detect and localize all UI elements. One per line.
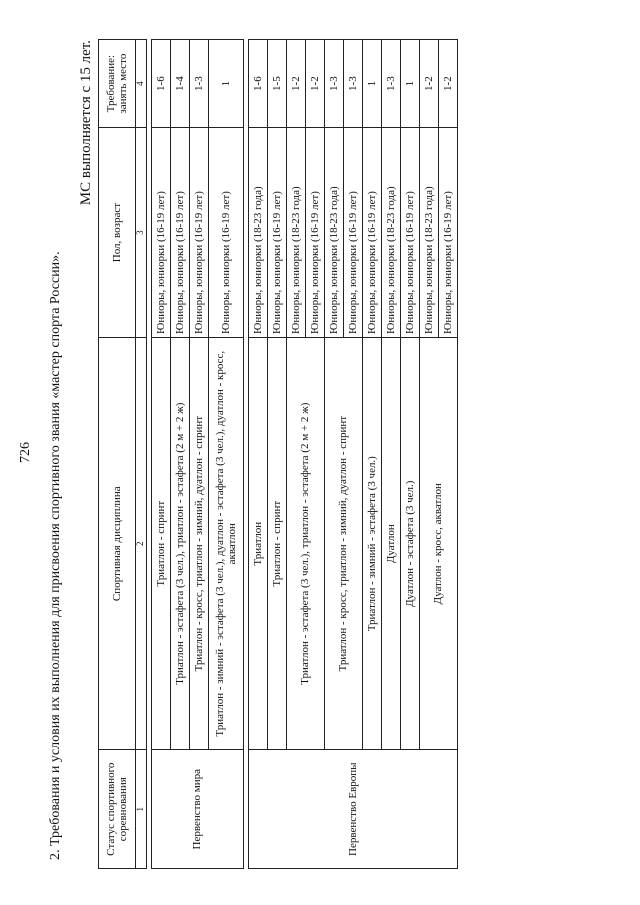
sex-age-cell: Юниоры, юниорки (16-19 лет) xyxy=(189,128,208,338)
discipline-cell: Триатлон - спринт xyxy=(267,337,286,749)
table-row xyxy=(189,40,208,869)
discipline-cell: Триатлон - зимний - эстафета (3 чел.), дуатлон - эстафета (3 чел.), дуатлон - кросс, акватлон xyxy=(208,337,243,749)
page-number: 726 xyxy=(18,442,33,463)
place-cell: 1 xyxy=(208,40,243,128)
table-row xyxy=(381,40,400,869)
table-row xyxy=(170,40,189,869)
discipline-cell: Триатлон - зимний - эстафета (3 чел.) xyxy=(362,337,381,749)
table-row xyxy=(286,40,305,869)
sex-age-cell: Юниоры, юниорки (18-23 года) xyxy=(381,128,400,338)
header-discipline: Спортивная дисциплина xyxy=(99,337,136,749)
place-cell: 1-2 xyxy=(419,40,438,128)
place-cell: 1-4 xyxy=(170,40,189,128)
column-number: 2 xyxy=(136,337,147,749)
requirements-table xyxy=(98,39,458,869)
place-cell: 1-2 xyxy=(286,40,305,128)
place-cell: 1-2 xyxy=(305,40,324,128)
place-cell: 1-3 xyxy=(189,40,208,128)
place-cell: 1 xyxy=(400,40,419,128)
header-status: Статус спортивного соревнования xyxy=(99,750,136,869)
place-cell: 1-6 xyxy=(248,40,267,128)
age-note: МС выполняется с 15 лет. xyxy=(78,40,94,206)
discipline-cell: Триатлон xyxy=(248,337,267,749)
place-cell: 1-6 xyxy=(151,40,170,128)
place-cell: 1-3 xyxy=(343,40,362,128)
discipline-cell: Дуатлон - кросс, акватлон xyxy=(419,337,457,749)
header-place: Требование: занять место xyxy=(99,40,136,128)
table-row xyxy=(324,40,343,869)
table-row xyxy=(208,40,243,869)
sex-age-cell: Юниоры, юниорки (16-19 лет) xyxy=(170,128,189,338)
sex-age-cell: Юниоры, юниорки (16-19 лет) xyxy=(305,128,324,338)
sex-age-cell: Юниоры, юниорки (18-23 года) xyxy=(286,128,305,338)
table-row xyxy=(400,40,419,869)
table-row xyxy=(151,40,170,869)
column-number: 1 xyxy=(136,750,147,869)
discipline-cell: Триатлон - кросс, триатлон - зимний, дуатлон - спринт xyxy=(324,337,362,749)
header-sex-age: Пол, возраст xyxy=(99,128,136,338)
status-cell: Первенство Европы xyxy=(248,750,457,869)
place-cell: 1-3 xyxy=(324,40,343,128)
place-cell: 1-5 xyxy=(267,40,286,128)
table-row xyxy=(248,40,267,869)
discipline-cell: Дуатлон - эстафета (3 чел.) xyxy=(400,337,419,749)
table-row xyxy=(419,40,438,869)
discipline-cell: Триатлон - эстафета (3 чел.), триатлон - эстафета (2 м + 2 ж) xyxy=(286,337,324,749)
sex-age-cell: Юниоры, юниорки (16-19 лет) xyxy=(208,128,243,338)
place-cell: 1-3 xyxy=(381,40,400,128)
sex-age-cell: Юниоры, юниорки (16-19 лет) xyxy=(151,128,170,338)
sex-age-cell: Юниоры, юниорки (16-19 лет) xyxy=(400,128,419,338)
section-heading: 2. Требования и условия их выполнения для присвоения спортивного звания «мастер спорта России». xyxy=(48,251,63,860)
place-cell: 1 xyxy=(362,40,381,128)
sex-age-cell: Юниоры, юниорки (16-19 лет) xyxy=(362,128,381,338)
column-number-row xyxy=(136,40,147,869)
discipline-cell: Триатлон - спринт xyxy=(151,337,170,749)
sex-age-cell: Юниоры, юниорки (18-23 года) xyxy=(248,128,267,338)
sex-age-cell: Юниоры, юниорки (18-23 года) xyxy=(324,128,343,338)
table-header-row xyxy=(99,40,136,869)
discipline-cell: Триатлон - кросс, триатлон - зимний, дуатлон - спринт xyxy=(189,337,208,749)
sex-age-cell: Юниоры, юниорки (16-19 лет) xyxy=(343,128,362,338)
table-row xyxy=(362,40,381,869)
status-cell: Первенство мира xyxy=(151,750,243,869)
column-number: 3 xyxy=(136,128,147,338)
sex-age-cell: Юниоры, юниорки (18-23 года) xyxy=(419,128,438,338)
discipline-cell: Триатлон - эстафета (3 чел.), триатлон - эстафета (2 м + 2 ж) xyxy=(170,337,189,749)
place-cell: 1-2 xyxy=(438,40,457,128)
discipline-cell: Дуатлон xyxy=(381,337,400,749)
table-row xyxy=(267,40,286,869)
sex-age-cell: Юниоры, юниорки (16-19 лет) xyxy=(438,128,457,338)
sex-age-cell: Юниоры, юниорки (16-19 лет) xyxy=(267,128,286,338)
column-number: 4 xyxy=(136,40,147,128)
